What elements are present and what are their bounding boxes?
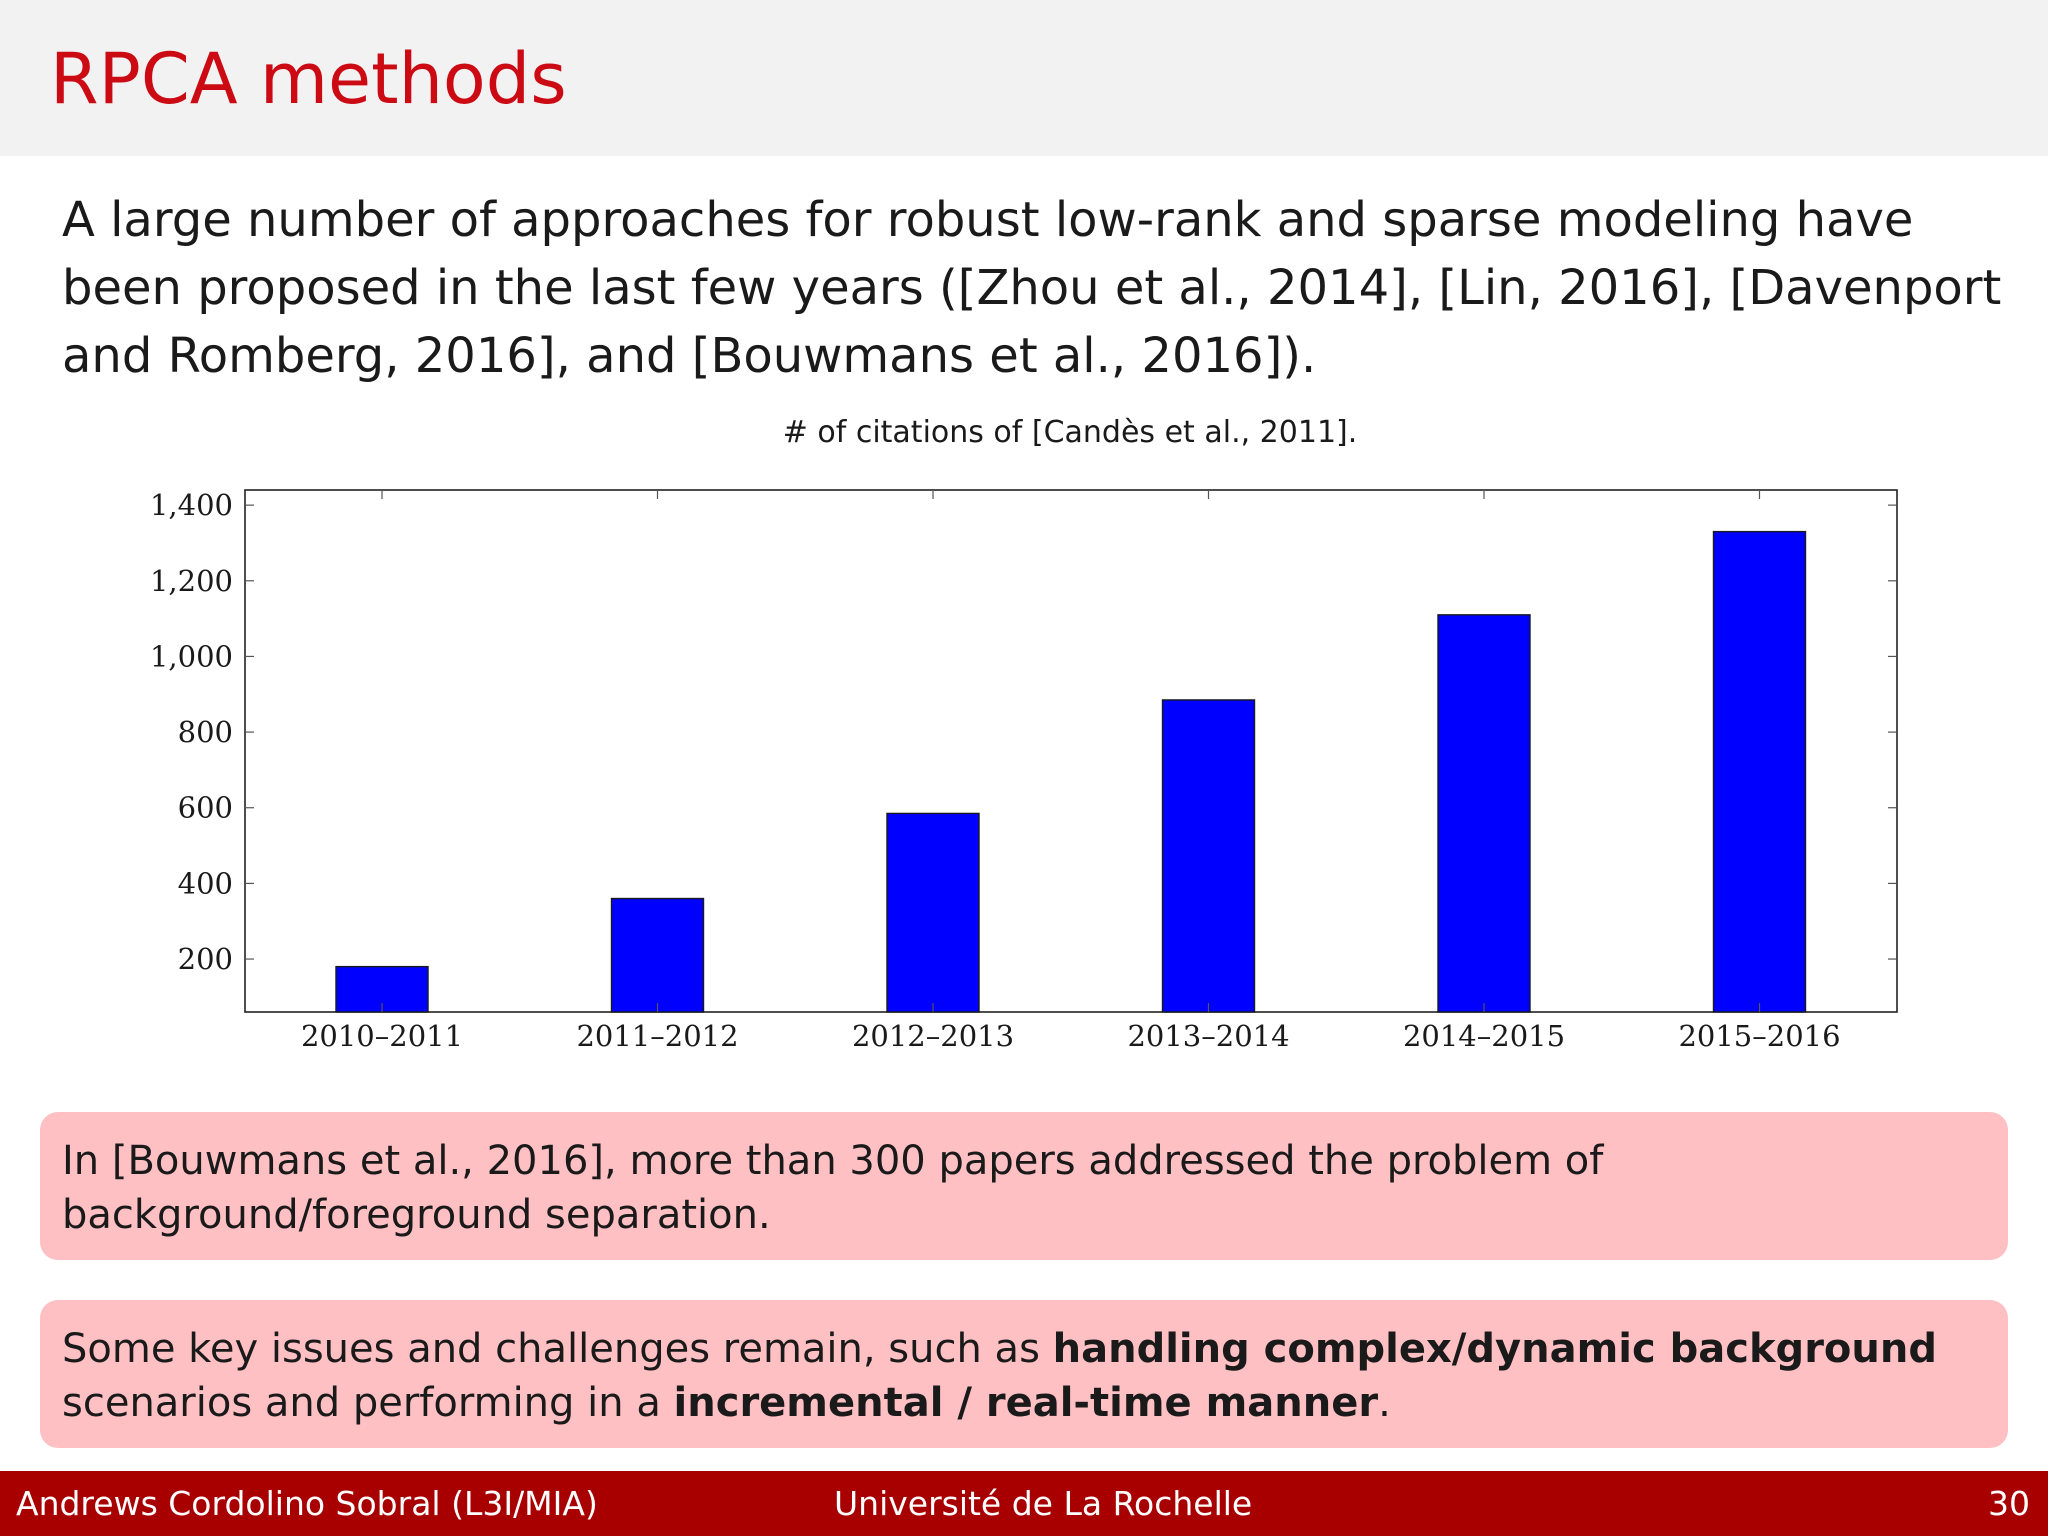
citations-bar-chart <box>0 410 2048 1070</box>
x-tick-label: 2013–2014 <box>1127 1019 1290 1053</box>
callout-papers <box>40 1112 2008 1260</box>
y-tick-label: 800 <box>177 715 233 750</box>
y-tick-label: 1,000 <box>149 639 233 674</box>
bar-2011–2012 <box>612 899 704 1012</box>
slide-footer <box>0 1471 2048 1536</box>
y-tick-label: 1,400 <box>149 488 233 523</box>
x-tick-label: 2012–2013 <box>851 1019 1015 1053</box>
footer-author: Andrews Cordolino Sobral (L3I/MIA) <box>16 1484 598 1523</box>
intro-paragraph: A large number of approaches for robust low-rank and sparse modeling have been proposed in the last few years ([Zhou et al., 2014], [Lin, 2016], [Davenport and Romberg, 2016], and [Bouwmans et al., 2016]). <box>62 192 2002 384</box>
callout-challenges-text-3: . <box>1378 1380 1391 1426</box>
x-tick-label: 2014–2015 <box>1402 1019 1566 1053</box>
callout-challenges-text-1: Some key issues and challenges remain, such as <box>62 1326 1053 1372</box>
chart-title: # of citations of [Candès et al., 2011]. <box>782 415 1358 450</box>
slide-header <box>0 0 2048 156</box>
y-tick-label: 1,200 <box>149 563 233 598</box>
bar-2013–2014 <box>1163 700 1255 1012</box>
x-tick-label: 2011–2012 <box>576 1019 739 1053</box>
bar-2012–2013 <box>887 813 979 1012</box>
x-tick-label: 2015–2016 <box>1678 1019 1841 1053</box>
callout-challenges-text-2: scenarios and performing in a <box>62 1380 674 1426</box>
plot-frame <box>245 490 1897 1012</box>
callout-papers-text: In [Bouwmans et al., 2016], more than 300 papers addressed the problem of background/foreground separation. <box>62 1138 1604 1238</box>
callout-challenges-bold-2: incremental / real-time manner <box>673 1380 1379 1426</box>
bars-group <box>336 532 1806 1012</box>
x-tick-label: 2010–2011 <box>300 1019 464 1053</box>
callout-challenges <box>40 1300 2008 1448</box>
footer-page-number: 30 <box>1988 1484 2030 1523</box>
bar-2014–2015 <box>1438 615 1530 1012</box>
y-tick-label: 200 <box>177 942 233 977</box>
bar-2015–2016 <box>1714 532 1806 1012</box>
slide-title: RPCA methods <box>50 38 567 120</box>
y-tick-label: 400 <box>177 866 233 901</box>
callout-challenges-bold-1: handling complex/dynamic background <box>1052 1326 1937 1372</box>
footer-institution: Université de La Rochelle <box>834 1484 1253 1523</box>
y-tick-label: 600 <box>177 790 233 825</box>
